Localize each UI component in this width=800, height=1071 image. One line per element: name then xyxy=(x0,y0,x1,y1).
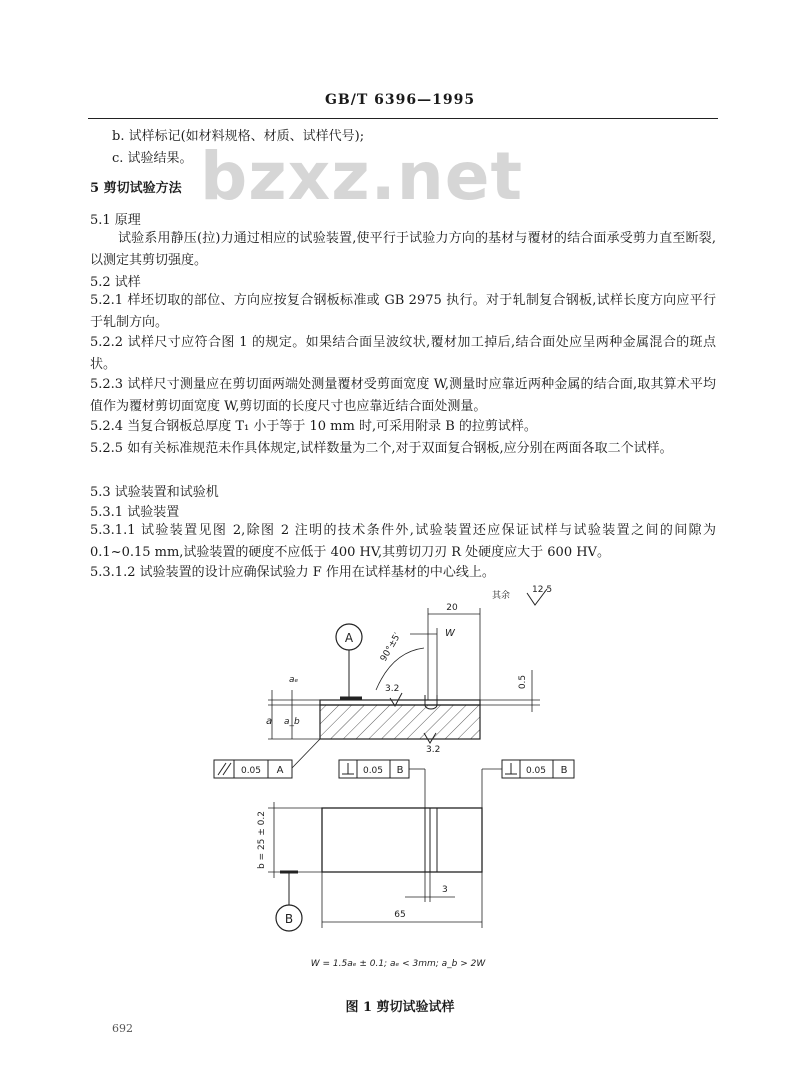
tolerance-perp-1 xyxy=(339,760,425,808)
list-item-b: b. 试样标记(如材料规格、材质、试样代号); xyxy=(112,129,365,144)
section-5-2-2: 5.2.2 试样尺寸应符合图 1 的规定。如果结合面呈波纹状,覆材加工掉后,结合面处应呈两种金属混合的斑点状。 xyxy=(90,335,716,372)
section-5-3-1-title: 5.3.1 试验装置 xyxy=(90,505,180,520)
dim-w-label: W xyxy=(445,628,455,639)
dim-20-label: 20 xyxy=(446,603,458,613)
tol-perp2-ref: B xyxy=(560,765,568,776)
page-number: 692 xyxy=(112,1022,133,1035)
tol-perp1-ref: B xyxy=(396,765,404,776)
section-5-title: 5 剪切试验方法 xyxy=(90,181,182,196)
dimension-65 xyxy=(322,872,482,928)
datum-b xyxy=(276,872,302,931)
section-5-1-title: 5.1 原理 xyxy=(90,213,141,228)
cladding-layer xyxy=(320,700,480,705)
rough-top-label: 3.2 xyxy=(385,684,400,694)
dim-0-5-label: 0.5 xyxy=(518,674,528,690)
dim-a-label: a xyxy=(266,716,273,727)
tol-parallel-value: 0.05 xyxy=(240,766,262,776)
dim-3-label: 3 xyxy=(442,885,448,895)
dimension-angle xyxy=(376,631,424,690)
dimension-left xyxy=(266,675,320,739)
tolerance-parallel xyxy=(214,739,320,778)
section-5-3-title: 5.3 试验装置和试验机 xyxy=(90,485,219,500)
section-5-2-title: 5.2 试样 xyxy=(90,275,141,290)
watermark: bzxz.net xyxy=(200,138,524,215)
base-layer xyxy=(320,705,480,739)
roughness-label: 其余 xyxy=(492,591,511,601)
section-5-1-text: 试验系用静压(拉)力通过相应的试验装置,使平行于试验力方向的基材与覆材的结合面承受剪力直至断裂,以测定其剪切强度。 xyxy=(90,231,716,268)
section-5-2-3: 5.2.3 试样尺寸测量应在剪切面两端处测量覆材受剪面宽度 W,测量时应靠近两种金属的结合面,取其算术平均值作为覆材剪切面宽度 W,剪切面的长度尺寸也应靠近结合面处测量。 xyxy=(90,377,716,414)
specimen-top-view xyxy=(322,808,482,872)
dim-65-label: 65 xyxy=(394,910,406,920)
dimension-0-5 xyxy=(480,670,540,712)
dim-ac-label: aₑ xyxy=(289,675,299,685)
dimension-3 xyxy=(405,872,455,902)
tolerance-perp-2 xyxy=(482,760,574,808)
dim-b-label: b = 25 ± 0.2 xyxy=(257,810,267,870)
figure-caption: 图 1 剪切试验试样 xyxy=(345,1000,455,1015)
section-5-3-1-1: 5.3.1.1 试验装置见图 2,除图 2 注明的技术条件外,试验装置还应保证试样与试验装置之间的间隙为 0.1~0.15 mm,试验装置的硬度不应低于 400 HV,其剪切刀刃 R 处硬度应大于 600 HV。 xyxy=(90,523,716,560)
specimen-side-view xyxy=(320,695,480,739)
figure-formula: W = 1.5aₑ ± 0.1; aₑ < 3mm; a_b > 2W xyxy=(310,959,486,969)
datum-a xyxy=(336,624,362,698)
standard-header: GB/T 6396—1995 xyxy=(324,92,476,108)
dim-ab-label: a_b xyxy=(284,717,300,727)
roughness-value: 12.5 xyxy=(532,585,553,595)
section-5-2-4: 5.2.4 当复合钢板总厚度 T₁ 小于等于 10 mm 时,可采用附录 B 的拉剪试样。 xyxy=(90,419,537,434)
dim-angle-label: 90°±5′ xyxy=(378,631,404,664)
datum-a-label: A xyxy=(344,631,354,645)
section-5-3-1-2: 5.3.1.2 试验装置的设计应确保试验力 F 作用在试样基材的中心线上。 xyxy=(90,565,495,580)
section-5-2-5: 5.2.5 如有关标准规范未作具体规定,试样数量为二个,对于双面复合钢板,应分别在两面各取二个试样。 xyxy=(90,441,673,456)
dimension-20 xyxy=(428,603,480,700)
tol-parallel-ref: A xyxy=(276,765,284,776)
tol-perp1-value: 0.05 xyxy=(362,766,384,776)
rough-bottom-label: 3.2 xyxy=(426,745,441,755)
dimension-w xyxy=(410,628,456,695)
roughness-note xyxy=(492,585,552,605)
datum-b-label: B xyxy=(284,912,294,926)
tol-perp2-value: 0.05 xyxy=(525,766,547,776)
section-5-2-1: 5.2.1 样坯切取的部位、方向应按复合钢板标准或 GB 2975 执行。对于轧制复合钢板,试样长度方向应平行于轧制方向。 xyxy=(90,293,716,330)
list-item-c: c. 试验结果。 xyxy=(112,151,193,166)
dimension-b xyxy=(257,802,322,878)
